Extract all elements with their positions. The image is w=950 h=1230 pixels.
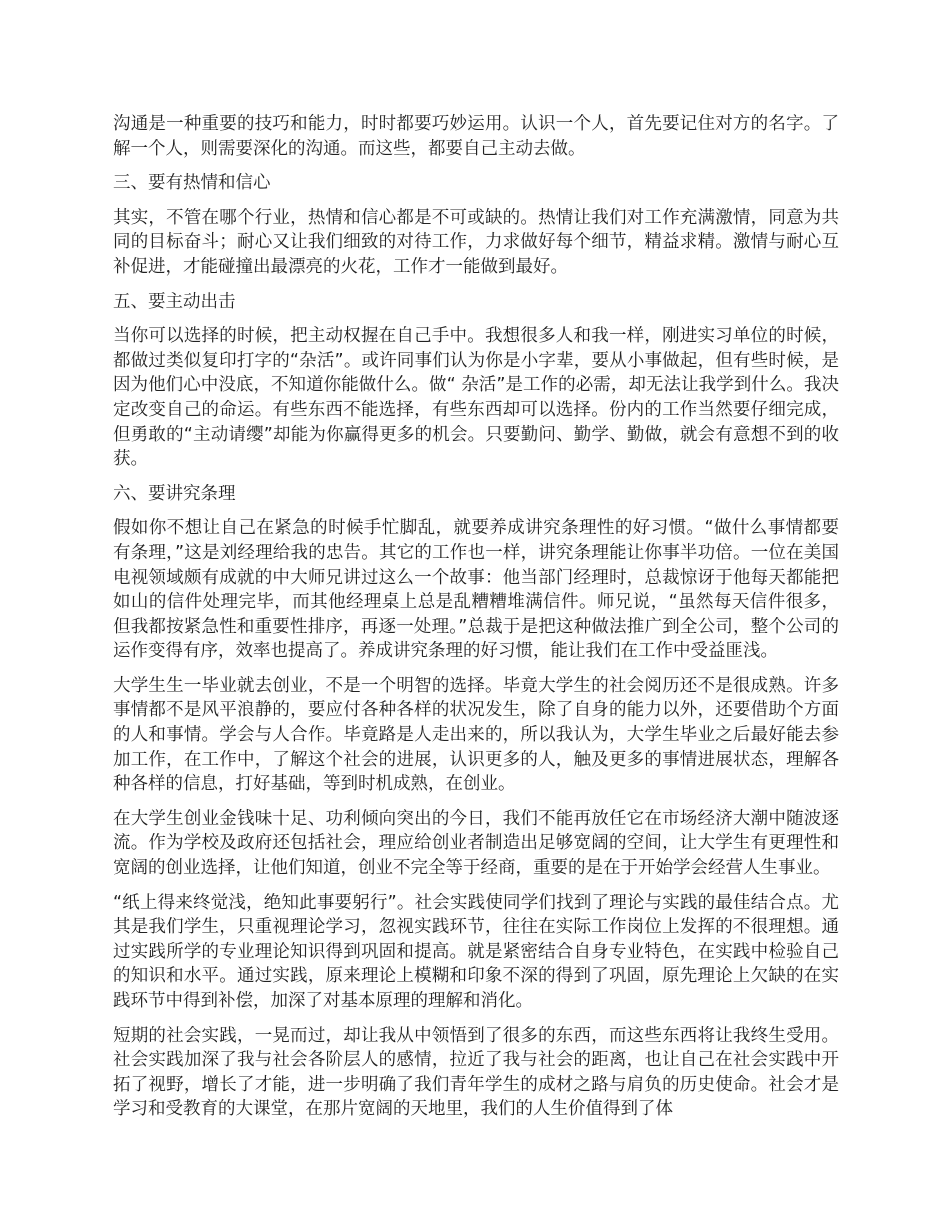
paragraph-startup-environment: 在大学生创业金钱味十足、功利倾向突出的今日，我们不能再放任它在市场经济大潮中随波逐流。作为学校及政府还包括社会，理应给创业者制造出足够宽阔的空间，让大学生有更理性和宽阔的创业选择，让他们知道，创业不完全等于经商，重要的是在于开始学会经营人生事业。 [113, 808, 839, 879]
heading-enthusiasm-confidence: 三、要有热情和信心 [113, 173, 271, 194]
paragraph-social-practice: 短期的社会实践，一晃而过，却让我从中领悟到了很多的东西，而这些东西将让我终生受用。社会实践加深了我与社会各阶层人的感情，拉近了我与社会的距离，也让自己在社会实践中开拓了视野，增长了才能，进一步明确了我们青年学生的成材之路与肩负的历史使命。社会才是学习和受教育的大课堂，在那片宽阔的天地里，我们的人生价值得到了体 [113, 1025, 839, 1120]
heading-be-organized: 六、要讲究条理 [113, 483, 236, 504]
heading-take-initiative: 五、要主动出击 [113, 291, 236, 312]
paragraph-organization: 假如你不想让自己在紧急的时候手忙脚乱，就要养成讲究条理性的好习惯。“做什么事情都要有条理，”这是刘经理给我的忠告。其它的工作也一样，讲究条理能让你事半功倍。一位在美国电视领域颇有成就的中大师兄讲过这么一个故事：他当部门经理时，总裁惊讶于他每天都能把如山的信件处理完毕，而其他经理桌上总是乱糟糟堆满信件。师兄说，“虽然每天信件很多，但我都按紧急性和重要性排序，再逐一处理。”总裁于是把这种做法推广到全公司，整个公司的运作变得有序，效率也提高了。养成讲究条理的好习惯，能让我们在工作中受益匪浅。 [113, 518, 839, 662]
paragraph-initiative: 当你可以选择的时候，把主动权握在自己手中。我想很多人和我一样，刚进实习单位的时候，都做过类似复印打字的“杂活”。或许同事们认为你是小字辈，要从小事做起，但有些时候，是因为他们心中没底，不知道你能做什么。做“ 杂活”是工作的必需，却无法让我学到什么。我决定改变自己的命运。有些东西不能选择，有些东西却可以选择。份内的工作当然要仔细完成，但勇敢的“主动请缨”却能为你赢得更多的机会。只要勤问、勤学、勤做，就会有意想不到的收获。 [113, 326, 839, 470]
paragraph-enthusiasm: 其实，不管在哪个行业，热情和信心都是不可或缺的。热情让我们对工作充满激情，同意为共同的目标奋斗；耐心又让我们细致的对待工作，力求做好每个细节，精益求精。激情与耐心互补促进，才能碰撞出最漂亮的火花，工作才一能做到最好。 [113, 207, 839, 277]
paragraph-communication: 沟通是一种重要的技巧和能力，时时都要巧妙运用。认识一个人，首先要记住对方的名字。了解一个人，则需要深化的沟通。而这些，都要自己主动去做。 [113, 114, 839, 159]
paragraph-practice-theory: “纸上得来终觉浅，绝知此事要躬行”。社会实践使同学们找到了理论与实践的最佳结合点。尤其是我们学生，只重视理论学习，忽视实践环节，往往在实际工作岗位上发挥的不很理想。通过实践所学的专业理论知识得到巩固和提高。就是紧密结合自身专业特色，在实践中检验自己的知识和水平。通过实践，原来理论上模糊和印象不深的得到了巩固，原先理论上欠缺的在实践环节中得到补偿，加深了对基本原理的理解和消化。 [113, 892, 839, 1011]
document-page [113, 112, 839, 1132]
paragraph-graduate-startup: 大学生生一毕业就去创业，不是一个明智的选择。毕竟大学生的社会阅历还不是很成熟。许多事情都不是风平浪静的，要应付各种各样的状况发生，除了自身的能力以外，还要借助个方面的人和事情。学会与人合作。毕竟路是人走出来的，所以我认为，大学生毕业之后最好能去参加工作，在工作中，了解这个社会的进展，认识更多的人，触及更多的事情进展状态，理解各种各样的信息，打好基础，等到时机成熟，在创业。 [113, 675, 839, 795]
